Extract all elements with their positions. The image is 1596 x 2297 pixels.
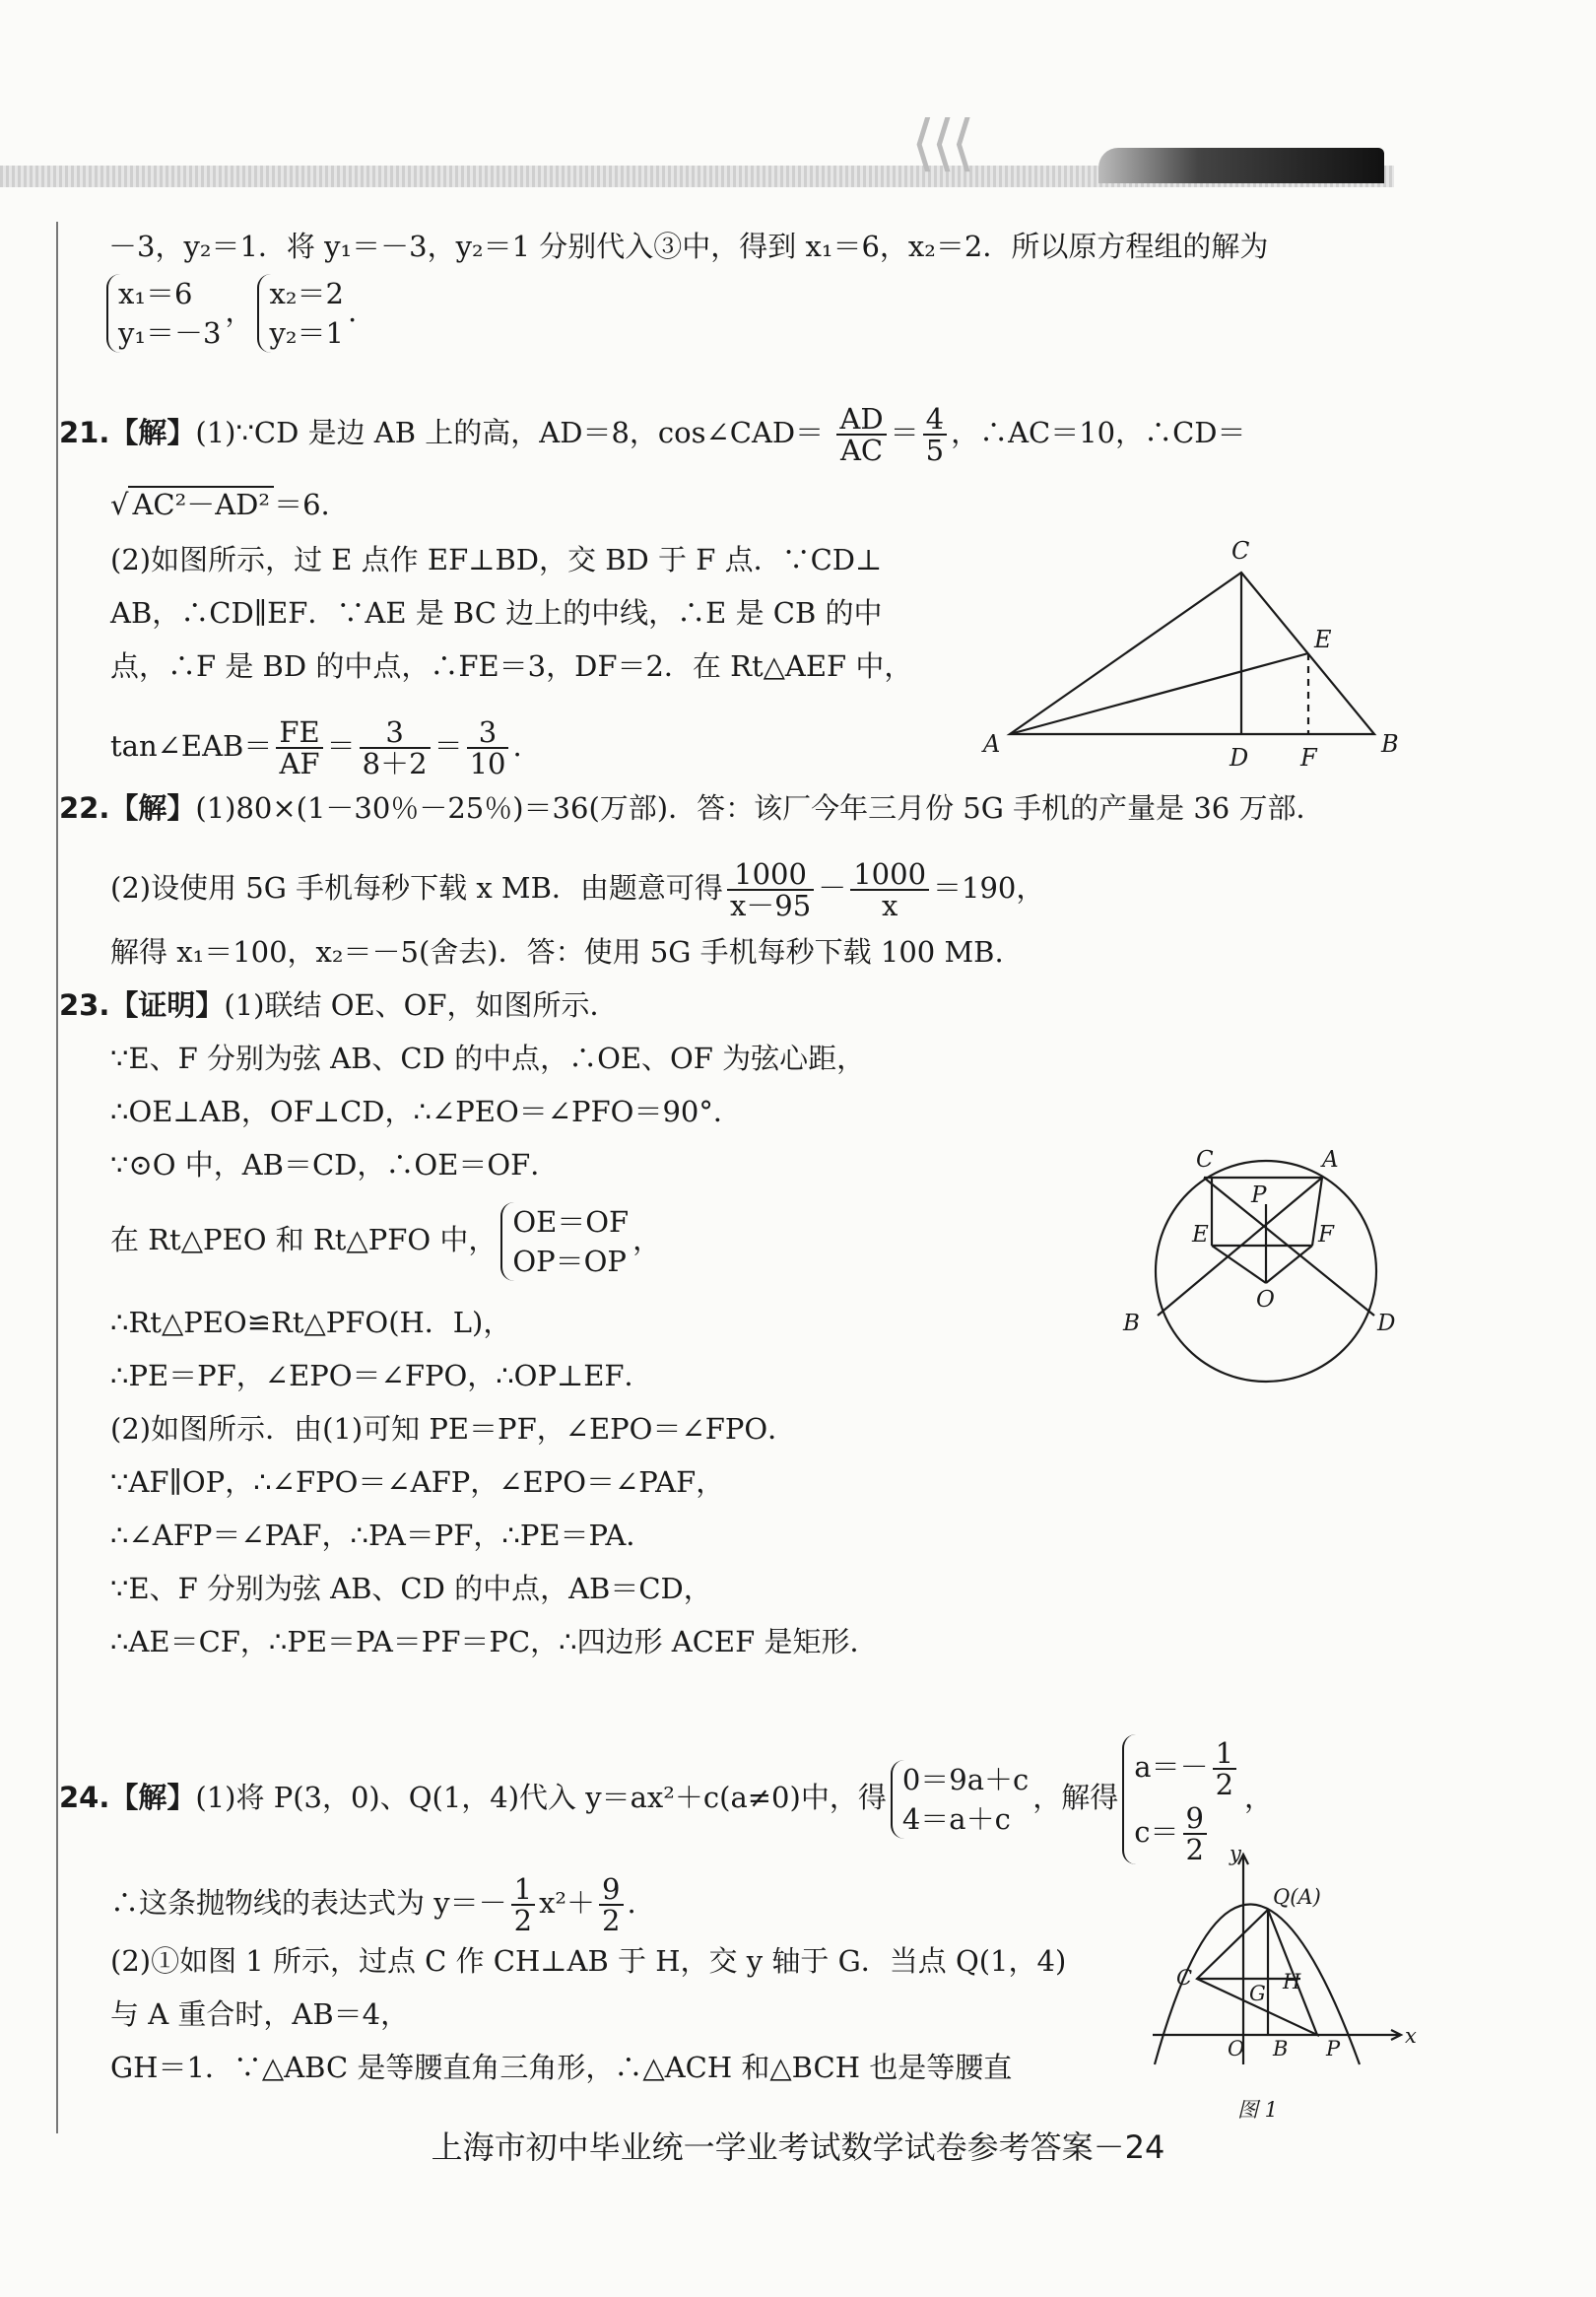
label-qa: Q(A): [1273, 1885, 1321, 1909]
question-number: 24.: [59, 1781, 110, 1814]
label-c: C: [1231, 537, 1250, 565]
solution-systems: x₁＝6 y₁＝－3 ， x₂＝2 y₂＝1 .: [102, 274, 357, 353]
q23-line3: ∴OE⊥AB，OF⊥CD，∴∠PEO＝∠PFO＝90°．: [110, 1095, 742, 1128]
q23-line12: ∴AE＝CF，∴PE＝PA＝PF＝PC，∴四边形 ACEF 是矩形．: [110, 1625, 879, 1658]
label-y: y: [1230, 1843, 1241, 1865]
q21-line6: tan∠EAB＝ $\frac{FE}{AF}$ ＝ $\frac{3}{8+2}$ ＝ $\frac{3}{10}$ .: [110, 715, 522, 780]
label-f: F: [1318, 1222, 1334, 1248]
label-f: F: [1300, 744, 1317, 772]
sqrt-expression: AC²－AD²: [128, 486, 274, 521]
system: OE＝OF OP＝OP: [500, 1202, 629, 1281]
q21-line3: (2)如图所示，过 E 点作 EF⊥BD，交 BD 于 F 点．∵CD⊥: [110, 543, 883, 576]
fraction: $\frac{1000}{x-95}$: [727, 859, 814, 920]
q24-line3: (2)①如图 1 所示，过点 C 作 CH⊥AB 于 H，交 y 轴于 G．当点 Q(1，4): [110, 1944, 1067, 1978]
q22-line2: (2)设使用 5G 手机每秒下载 x MB．由题意可得 $\frac{1000}{x-95}$ － $\frac{1000}{x}$ ＝190，: [110, 857, 1045, 922]
label-o: O: [1228, 2037, 1245, 2061]
q23-line10: ∴∠AFP＝∠PAF，∴PA＝PF，∴PE＝PA．: [110, 1519, 655, 1552]
question-number: 23.: [59, 988, 110, 1022]
label-d: D: [1230, 744, 1249, 772]
system-1: x₁＝6 y₁＝－3: [106, 274, 221, 353]
solution-tag: 【解】: [109, 416, 196, 449]
label-g: G: [1249, 1982, 1266, 2005]
q23-line4: ∵⊙O 中，AB＝CD，∴OE＝OF．: [110, 1148, 560, 1182]
label-p: P: [1251, 1182, 1267, 1208]
figure-24-parabola: [1133, 1843, 1419, 2128]
triangle-abc: [1010, 573, 1374, 734]
q24-line4: 与 A 重合时，AB＝4，: [110, 1997, 410, 2031]
q23-line8: (2)如图所示．由(1)可知 PE＝PF，∠EPO＝∠FPO．: [110, 1412, 797, 1446]
q21-line5: 点，∴F 是 BD 的中点，∴FE＝3，DF＝2．在 Rt△AEF 中，: [110, 649, 913, 683]
label-b: B: [1381, 730, 1399, 758]
figure-23-circle: [1113, 1133, 1429, 1409]
solution-tag: 【解】: [109, 1781, 196, 1814]
q23-line11: ∵E、F 分别为弦 AB、CD 的中点，AB＝CD，: [110, 1572, 712, 1605]
fraction: $\frac{1}{2}$: [511, 1874, 535, 1935]
label-e: E: [1192, 1222, 1209, 1248]
label-p: P: [1326, 2037, 1341, 2061]
q23-line1: 23.【证明】(1)联结 OE、OF，如图所示．: [59, 988, 619, 1022]
label-o: O: [1256, 1287, 1275, 1313]
fraction: $\frac{1000}{x}$: [850, 859, 929, 920]
fraction: $\frac{9}{2}$: [599, 1874, 623, 1935]
q23-line7: ∴PE＝PF，∠EPO＝∠FPO，∴OP⊥EF．: [110, 1359, 653, 1392]
fraction: $\frac{4}{5}$: [923, 404, 947, 465]
proof-tag: 【证明】: [109, 988, 225, 1022]
label-b: B: [1123, 1311, 1140, 1336]
solution-system: a＝－ $\frac{1}{2}$ c＝ $\frac{9}{2}$: [1122, 1734, 1240, 1864]
label-a: A: [1322, 1147, 1339, 1173]
q24-line2: ∴这条抛物线的表达式为 y＝－ $\frac{1}{2}$ x²＋ $\frac{9}{2}$ .: [110, 1872, 636, 1937]
fraction: $\frac{9}{2}$: [1183, 1803, 1207, 1864]
solution-tag: 【解】: [109, 791, 196, 825]
q22-line3: 解得 x₁＝100，x₂＝－5(舍去)．答：使用 5G 手机每秒下载 100 MB.: [110, 935, 1004, 969]
label-c: C: [1176, 1966, 1193, 1990]
label-b: B: [1273, 2037, 1289, 2061]
q24-line5: GH＝1．∵△ABC 是等腰直角三角形，∴△ACH 和△BCH 也是等腰直: [110, 2051, 1013, 2084]
label-e: E: [1314, 626, 1332, 653]
label-d: D: [1377, 1311, 1396, 1336]
fraction: $\frac{1}{2}$: [1213, 1738, 1236, 1799]
q21-line2: √ AC²－AD² ＝6.: [110, 488, 330, 521]
text-line: －3，y₂＝1．将 y₁＝－3，y₂＝1 分别代入③中，得到 x₁＝6，x₂＝2．所以原方程组的解为: [108, 230, 1269, 263]
figure-caption: 图 1: [1237, 2098, 1279, 2122]
figure-21-triangle: [975, 537, 1409, 774]
q23-line5: 在 Rt△PEO 和 Rt△PFO 中， OE＝OF OP＝OP ，: [110, 1202, 661, 1281]
q23-line9: ∵AF∥OP，∴∠FPO＝∠AFP，∠EPO＝∠PAF，: [110, 1465, 725, 1499]
segment-fo: [1266, 1246, 1312, 1283]
fraction: $\frac{AD}{AC}$: [836, 404, 886, 465]
label-c: C: [1196, 1147, 1214, 1173]
q23-line6: ∴Rt△PEO≌Rt△PFO(H．L)，: [110, 1306, 512, 1339]
system: 0＝9a＋c 4＝a＋c: [891, 1760, 1029, 1839]
question-number: 21.: [59, 416, 110, 449]
label-x: x: [1405, 2024, 1417, 2048]
question-number: 22.: [59, 791, 110, 825]
fraction: $\frac{3}{8+2}$: [360, 717, 431, 778]
fraction: $\frac{3}{10}$: [467, 717, 509, 778]
q23-line2: ∵E、F 分别为弦 AB、CD 的中点，∴OE、OF 为弦心距，: [110, 1042, 866, 1075]
system-2: x₂＝2 y₂＝1: [257, 274, 343, 353]
label-h: H: [1283, 1970, 1301, 1993]
q21-line1: 21.【解】(1)∵CD 是边 AB 上的高，AD＝8，cos∠CAD＝ $\frac{AD}{AC}$ ＝ $\frac{4}{5}$ ，∴AC＝10，∴CD＝: [59, 402, 1246, 467]
fraction: $\frac{FE}{AF}$: [276, 717, 322, 778]
median-ae: [1010, 653, 1308, 734]
q24-line1: 24.【解】(1)将 P(3，0)、Q(1，4)代入 y＝ax²＋c(a≠0)中，得 0＝9a＋c 4＝a＋c ，解得 a＝－ $\frac{1}{2}$ c＝ $\frac{9}{2}$ ，: [59, 1736, 1274, 1866]
q22-line1: 22.【解】(1)80×(1－30％－25％)＝36(万部)．答：该厂今年三月份 5G 手机的产量是 36 万部．: [59, 791, 1325, 825]
page-footer: 上海市初中毕业统一学业考试数学试卷参考答案－24: [431, 2128, 1165, 2166]
q21-line4: AB，∴CD∥EF．∵AE 是 BC 边上的中线，∴E 是 CB 的中: [110, 596, 883, 630]
header-arrows-icon: ⟨⟨⟨: [911, 106, 971, 178]
label-a: A: [983, 730, 1001, 758]
